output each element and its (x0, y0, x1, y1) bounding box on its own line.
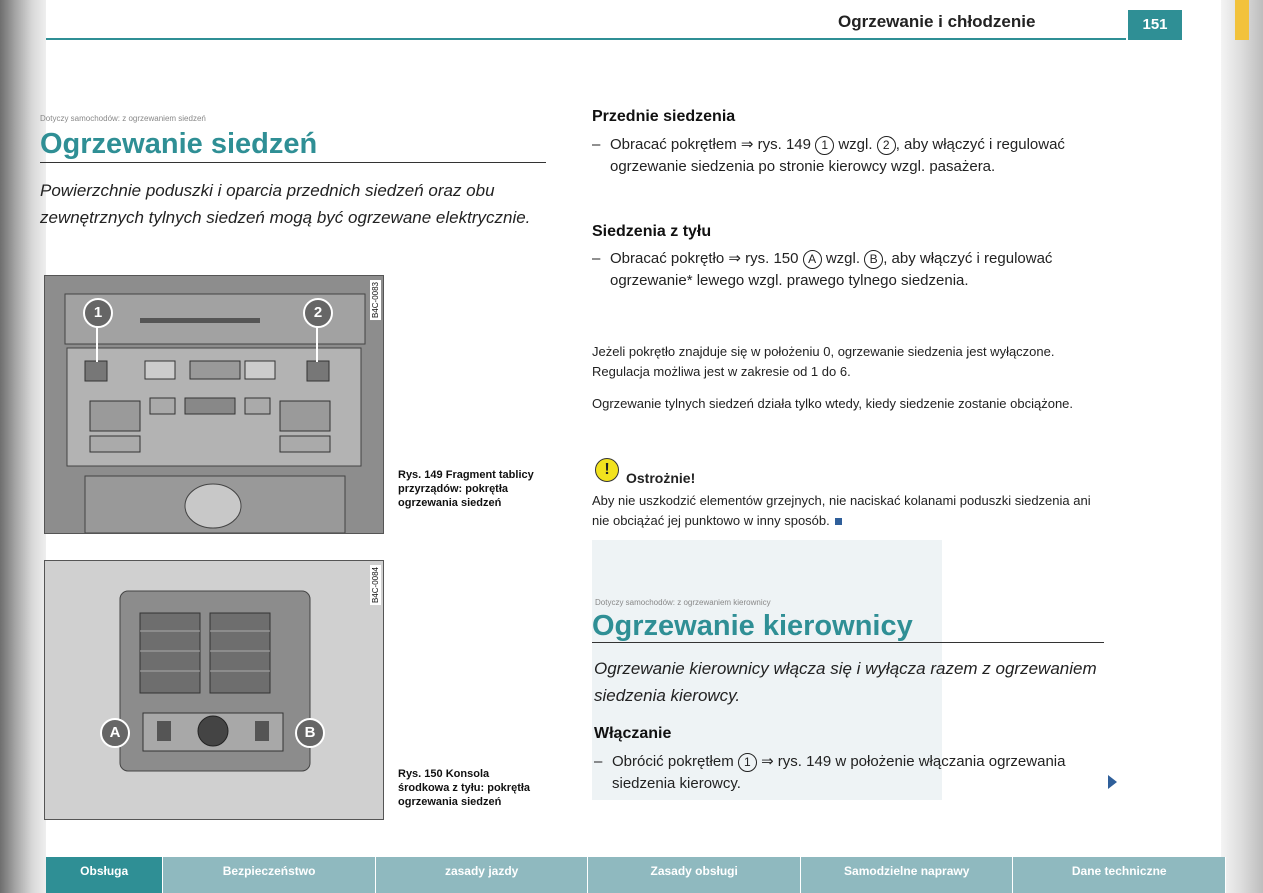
continue-arrow-icon (1108, 775, 1117, 789)
ref-b: B (864, 250, 883, 269)
page-edge (1221, 0, 1263, 893)
tab-samodzielne-naprawy[interactable]: Samodzielne naprawy (801, 857, 1014, 893)
callout-1: 1 (83, 298, 113, 328)
page-number: 151 (1128, 10, 1182, 40)
tab-obsluga[interactable]: Obsługa (46, 857, 163, 893)
steering-instruction: – Obrócić pokrętłem 1 ⇒ rys. 149 w położenie włączania ogrzewania siedzenia kierowcy. (594, 753, 1066, 792)
breadcrumb: Dotyczy samochodów: z ogrzewaniem kierownicy (595, 598, 771, 607)
running-header: Ogrzewanie i chłodzenie (838, 12, 1036, 31)
rear-console-illustration (45, 561, 383, 819)
callout-b: B (295, 718, 325, 748)
tab-zasady-obslugi[interactable]: Zasady obsługi (588, 857, 801, 893)
section-title: Ogrzewanie kierownicy (592, 610, 913, 642)
figure-150-rear-console (44, 560, 384, 820)
section-title: Ogrzewanie siedzeń (40, 128, 318, 160)
caution-icon: ! (595, 458, 619, 482)
caution-title: Ostrożnie! (626, 470, 696, 486)
section-intro: Ogrzewanie kierownicy włącza się i wyłącza razem z ogrzewaniem siedzenia kierowcy. (594, 659, 1097, 705)
callout-2: 2 (303, 298, 333, 328)
section-rule (592, 642, 1104, 643)
breadcrumb: Dotyczy samochodów: z ogrzewaniem siedzeń (40, 114, 206, 123)
figure-149-caption (398, 468, 538, 510)
front-seats-heading: Przednie siedzenia (592, 108, 736, 125)
front-seats-instruction: – Obracać pokrętłem ⇒ rys. 149 1 wzgl. 2 , aby włączyć i regulować ogrzewanie siedzenia po stronie kierowcy wzgl. pasażera. (592, 136, 1065, 175)
ref-1: 1 (815, 136, 834, 155)
rear-seats-instruction: – Obracać pokrętło ⇒ rys. 150 A wzgl. B , aby włączyć i regulować ogrzewanie* lewego wzgl. prawego tylnego siedzenia. (592, 250, 1053, 289)
ref-1: 1 (738, 753, 757, 772)
figure-code: B4C-0083 (371, 282, 380, 319)
section-rule (40, 162, 546, 163)
header-rule (46, 38, 1126, 40)
paragraph-range: Jeżeli pokrętło znajduje się w położeniu 0, ogrzewanie siedzenia jest wyłączone. Regulacja możliwa jest w zakresie od 1 do 6. (592, 344, 1055, 379)
caption-label: Rys. 150 (398, 768, 443, 780)
rear-seats-heading: Siedzenia z tyłu (592, 223, 712, 240)
figure-code: B4C-0084 (371, 567, 380, 604)
figure-149-dashboard (44, 275, 384, 534)
tab-bezpieczenstwo[interactable]: Bezpieczeństwo (163, 857, 376, 893)
caution-text: Aby nie uszkodzić elementów grzejnych, nie naciskać kolanami poduszki siedzenia ani nie obciążać jej punktowo w inny sposób. (592, 493, 1091, 528)
section-intro: Powierzchnie poduszki i oparcia przednich siedzeń oraz obu zewnętrznych tylnych siedzeń mogą być ogrzewane elektrycznie. (40, 181, 531, 227)
figure-150-caption (398, 767, 538, 809)
caption-label: Rys. 149 (398, 469, 443, 481)
end-marker (835, 518, 842, 525)
footer-tabs (46, 857, 1226, 893)
switching-on-heading: Włączanie (594, 725, 672, 742)
caption-text: Fragment tablicy przyrządów: pokrętła ogrzewania siedzeń (398, 469, 534, 509)
tab-dane-techniczne[interactable]: Dane techniczne (1013, 857, 1226, 893)
callout-a: A (100, 718, 130, 748)
tab-zasady-jazdy[interactable]: zasady jazdy (376, 857, 589, 893)
ref-2: 2 (877, 136, 896, 155)
bookmark-ribbon (1235, 0, 1249, 40)
paragraph-rear-load: Ogrzewanie tylnych siedzeń działa tylko wtedy, kiedy siedzenie zostanie obciążone. (592, 396, 1074, 411)
ref-a: A (803, 250, 822, 269)
caption-text: Konsola środkowa z tyłu: pokrętła ogrzewania siedzeń (398, 768, 531, 808)
